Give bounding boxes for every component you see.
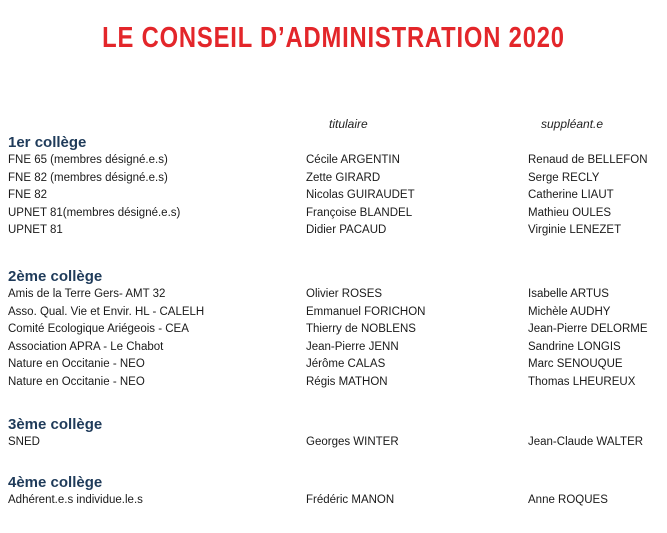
- organisation-cell: Association APRA - Le Chabot: [8, 340, 164, 353]
- suppleant-cell: Michèle AUDHY: [528, 305, 611, 318]
- titulaire-cell: Frédéric MANON: [306, 494, 395, 506]
- section-title: 4ème collège: [8, 474, 103, 491]
- section-college-2: [8, 268, 663, 391]
- suppleant-cell: Marc SENOUQUE: [528, 358, 623, 370]
- organisation-cell: UPNET 81(membres désigné.e.s): [8, 206, 181, 219]
- table-row: [8, 205, 663, 223]
- titulaire-cell: Nicolas GUIRAUDET: [306, 189, 415, 201]
- table-row: [8, 152, 663, 170]
- suppleant-cell: Serge RECLY: [528, 171, 600, 184]
- titulaire-cell: Zette GIRARD: [306, 171, 381, 184]
- suppleant-cell: Jean-Pierre DELORME: [528, 323, 648, 335]
- organisation-cell: Nature en Occitanie - NEO: [8, 375, 145, 388]
- titulaire-cell: Françoise BLANDEL: [306, 206, 413, 219]
- titulaire-cell: Thierry de NOBLENS: [306, 323, 416, 335]
- titulaire-cell: Régis MATHON: [306, 375, 388, 388]
- suppleant-cell: Thomas LHEUREUX: [528, 375, 636, 388]
- organisation-cell: Comité Ecologique Ariégeois - CEA: [8, 323, 189, 335]
- table-row: [8, 304, 663, 322]
- suppleant-cell: Renaud de BELLEFON: [528, 154, 648, 166]
- organisation-cell: SNED: [8, 436, 40, 448]
- suppleant-cell: Catherine LIAUT: [528, 189, 614, 201]
- section-title: 2ème collège: [8, 268, 103, 285]
- section-college-4: [8, 474, 663, 510]
- titulaire-cell: Georges WINTER: [306, 436, 399, 448]
- section-title: 1er collège: [8, 134, 87, 151]
- titulaire-cell: Didier PACAUD: [306, 224, 387, 236]
- suppleant-cell: Mathieu OULES: [528, 206, 612, 219]
- suppleant-cell: Anne ROQUES: [528, 494, 608, 506]
- table-row: [8, 356, 663, 374]
- organisation-cell: UPNET 81: [8, 224, 63, 236]
- organisation-cell: FNE 65 (membres désigné.e.s): [8, 154, 168, 166]
- table-row: [8, 222, 663, 240]
- titulaire-cell: Cécile ARGENTIN: [306, 154, 400, 166]
- titulaire-cell: Olivier ROSES: [306, 288, 383, 300]
- suppleant-cell: Isabelle ARTUS: [528, 288, 609, 300]
- page-title: LE CONSEIL D’ADMINISTRATION 2020: [102, 22, 565, 54]
- suppleant-cell: Sandrine LONGIS: [528, 340, 621, 353]
- table-row: [8, 170, 663, 188]
- organisation-cell: Asso. Qual. Vie et Envir. HL - CALELH: [8, 305, 205, 318]
- suppleant-cell: Jean-Claude WALTER: [528, 436, 644, 448]
- organisation-cell: FNE 82 (membres désigné.e.s): [8, 171, 168, 184]
- section-title: 3ème collège: [8, 416, 103, 433]
- table-row: [8, 339, 663, 357]
- suppleant-cell: Virginie LENEZET: [528, 224, 622, 236]
- table-row: [8, 286, 663, 304]
- column-header-titulaire: titulaire: [329, 117, 368, 131]
- table-row: [8, 492, 663, 510]
- organisation-cell: Adhérent.e.s individue.le.s: [8, 494, 143, 506]
- organisation-cell: FNE 82: [8, 189, 47, 201]
- titulaire-cell: Emmanuel FORICHON: [306, 305, 426, 318]
- titulaire-cell: Jérôme CALAS: [306, 358, 386, 370]
- organisation-cell: Amis de la Terre Gers- AMT 32: [8, 288, 166, 300]
- titulaire-cell: Jean-Pierre JENN: [306, 340, 399, 353]
- table-row: [8, 374, 663, 392]
- table-row: [8, 434, 663, 452]
- organisation-cell: Nature en Occitanie - NEO: [8, 358, 145, 370]
- column-header-suppleant: suppléant.e: [541, 117, 604, 131]
- section-college-1: [8, 134, 663, 240]
- table-row: [8, 187, 663, 205]
- section-college-3: [8, 416, 663, 452]
- table-row: [8, 321, 663, 339]
